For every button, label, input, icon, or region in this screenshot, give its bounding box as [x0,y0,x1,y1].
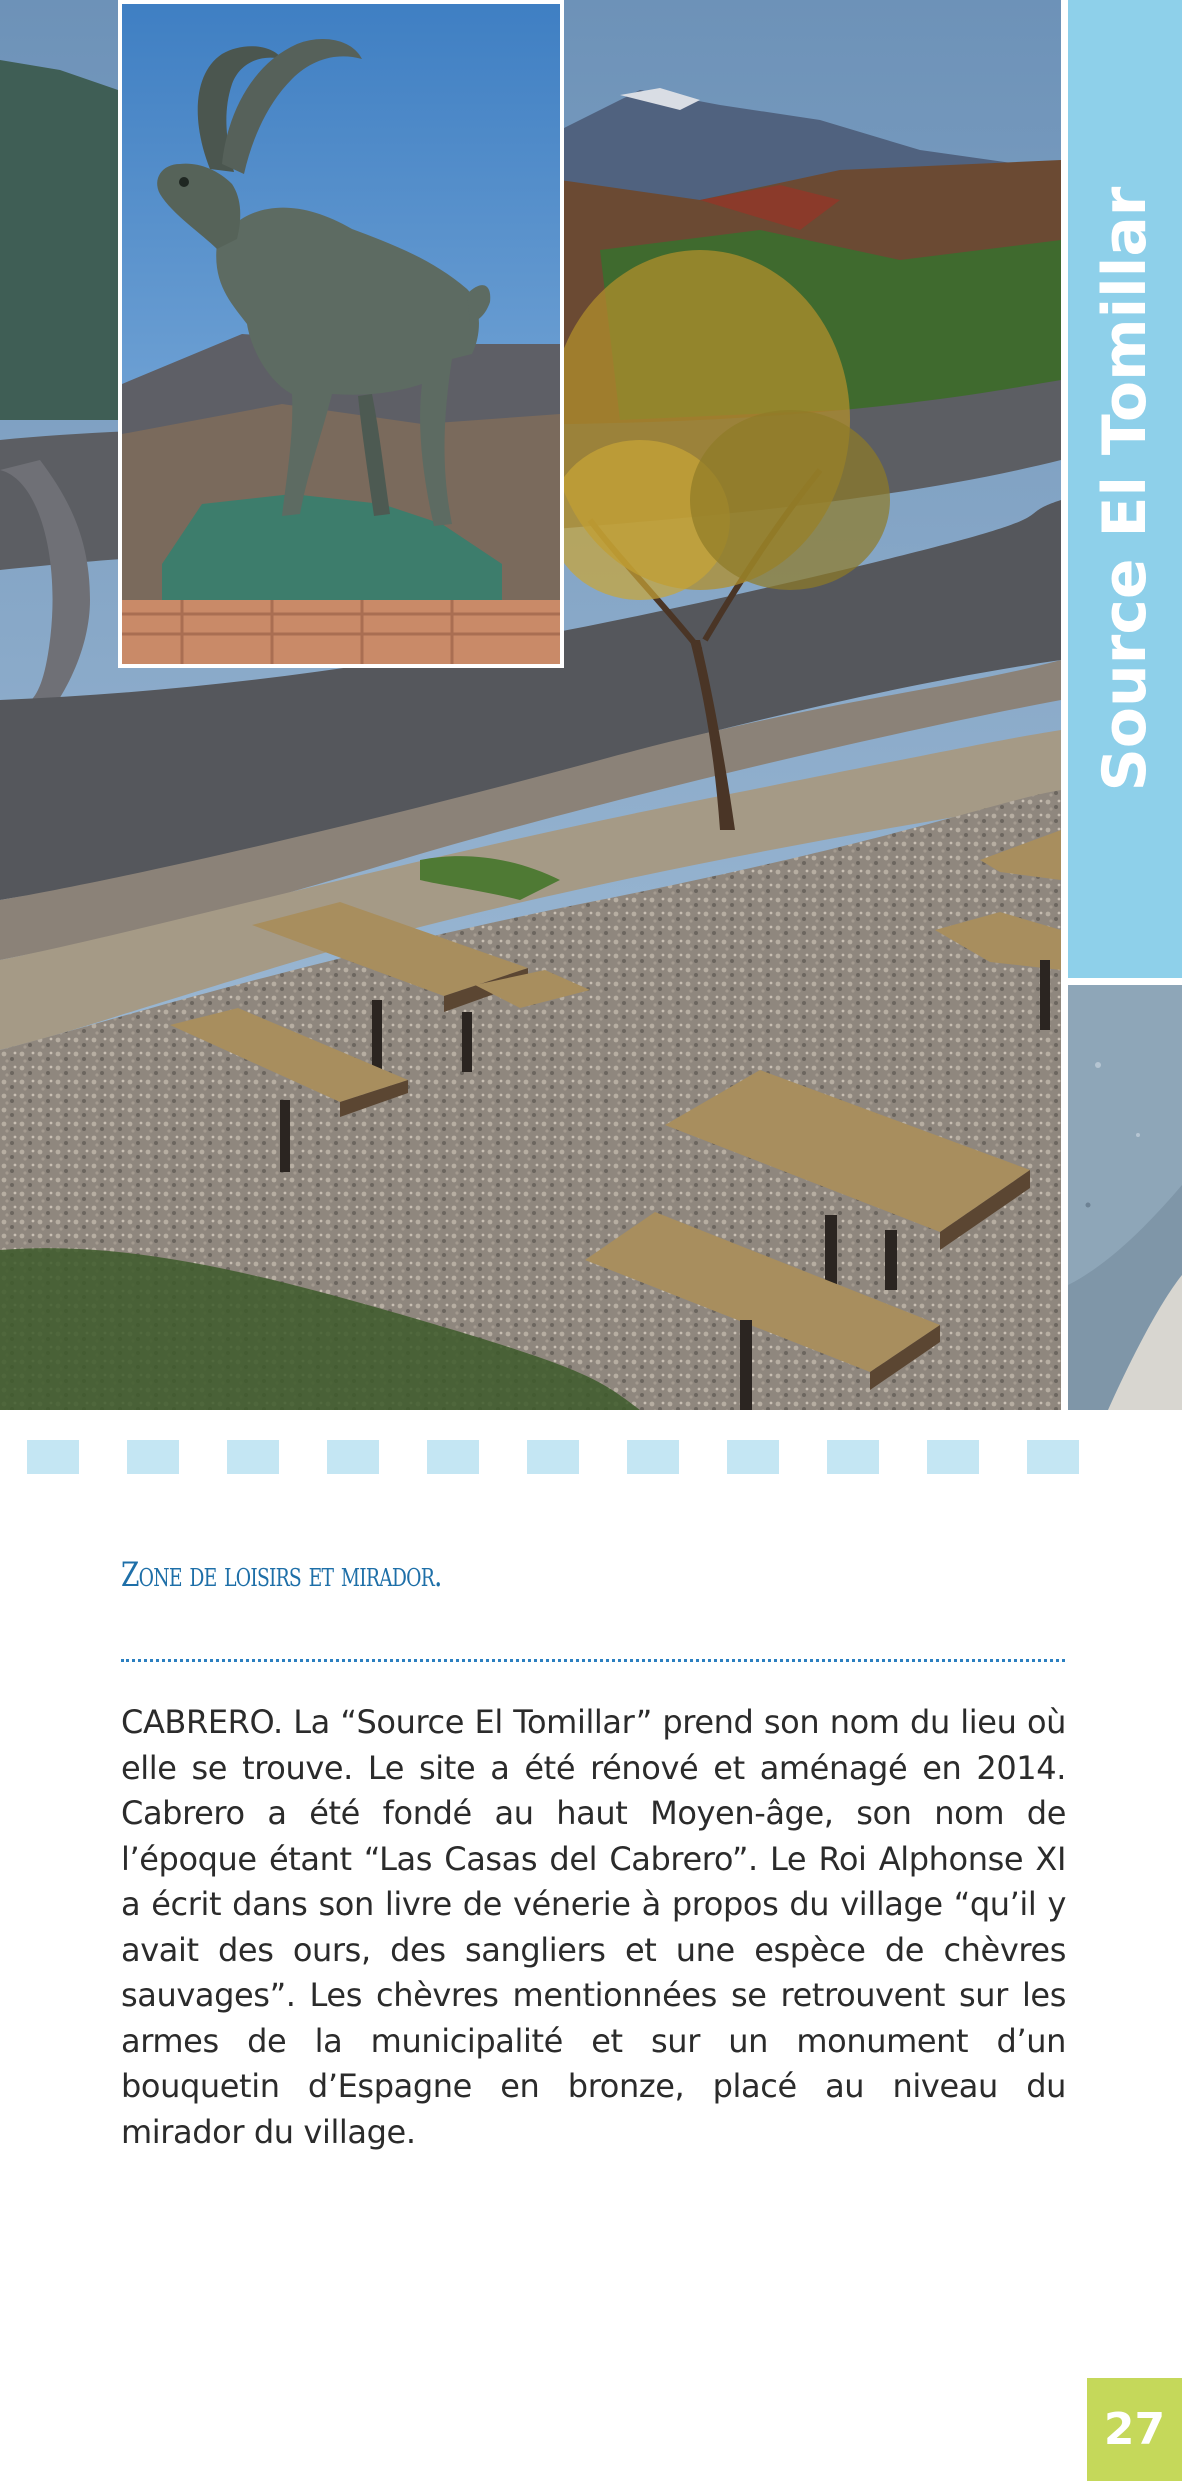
page-number: 27 [1103,2404,1166,2455]
decorative-dash [527,1440,579,1474]
decorative-dash [427,1440,479,1474]
decorative-dash [227,1440,279,1474]
decorative-dash [327,1440,379,1474]
page-number-box [1087,2378,1182,2481]
decorative-dash [627,1440,679,1474]
decorative-dash [1027,1440,1079,1474]
decorative-dash-row [27,1440,1067,1474]
decorative-dash [727,1440,779,1474]
section-heading: Zone de loisirs et mirador. [121,1555,442,1595]
dotted-divider [121,1659,1065,1662]
decorative-dash [27,1440,79,1474]
body-paragraph: CABRERO. La “Source El Tomillar” prend son nom du lieu où elle se trouve. Le site a été rénové et aménagé en 2014. Cabrero a été fondé au haut Moyen-âge, son nom de l’époque étant “Las Casas del Cabrero”. Le Roi Alphonse XI a écrit dans son livre de vénerie à propos du village “qu’il y avait des ours, des sangliers et une espèce de chèvres sauvages”. Les chèvres mentionnées se retrouvent sur les armes de la municipalité et sur un monument d’un bouquetin d’Espagne en bronze, placé au niveau du mirador du village. [121,1703,1066,2151]
decorative-dash [127,1440,179,1474]
decorative-dash [927,1440,979,1474]
page-title-vertical: Source El Tomillar [1090,186,1160,792]
ibex-statue-photo [118,0,564,668]
decorative-dash [827,1440,879,1474]
water-photo-strip [1068,985,1182,1410]
